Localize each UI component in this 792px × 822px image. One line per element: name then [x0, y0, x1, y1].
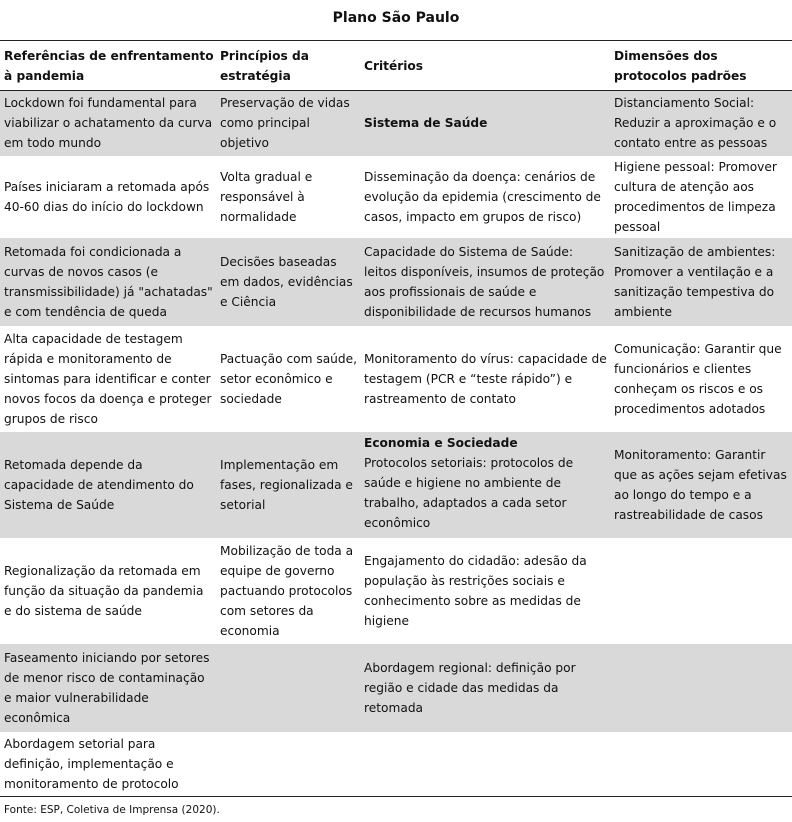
cell-principio — [216, 644, 360, 732]
table-row — [0, 156, 792, 238]
cell-criterio: Capacidade do Sistema de Saúde: leitos disponíveis, insumos de proteção aos profissionais de saúde e disponibilidade de recursos humanos — [360, 238, 610, 326]
table-row — [0, 538, 792, 644]
cell-referencia: Retomada foi condicionada a curvas de novos casos (e transmissibilidade) já "achatadas" e com tendência de queda — [0, 238, 216, 326]
cell-principio — [216, 732, 360, 797]
cell-referencia: Países iniciaram a retomada após 40-60 dias do início do lockdown — [4, 179, 210, 214]
cell-dimensao: Comunicação: Garantir que funcionários e clientes conheçam os riscos e os procedimentos adotados — [614, 341, 782, 416]
cell-dimensao: Sanitização de ambientes: Promover a ventilação e a sanitização tempestiva do ambiente — [610, 238, 792, 326]
table-row — [0, 238, 792, 326]
cell-criterio: Monitoramento do vírus: capacidade de testagem (PCR e “teste rápido”) e rastreamento de contato — [364, 351, 607, 406]
cell-referencia: Lockdown foi fundamental para viabilizar o achatamento da curva em todo mundo — [0, 91, 216, 156]
cell-referencia: Regionalização da retomada em função da situação da pandemia e do sistema de saúde — [4, 563, 204, 618]
cell-referencia: Alta capacidade de testagem rápida e monitoramento de sintomas para identificar e conter novos focos da doença e proteger grupos de risco — [4, 331, 212, 426]
cell-referencia: Faseamento iniciando por setores de menor risco de contaminação e maior vulnerabilidade econômica — [0, 644, 216, 732]
cell-dimensao: Distanciamento Social: Reduzir a aproximação e o contato entre as pessoas — [610, 91, 792, 156]
cell-principio: Volta gradual e responsável à normalidade — [220, 169, 313, 224]
cell-criterio — [360, 732, 610, 797]
header-dimensoes: Dimensões dos protocolos padrões — [610, 41, 792, 91]
table-row — [0, 732, 792, 797]
cell-referencia: Retomada depende da capacidade de atendimento do Sistema de Saúde — [0, 432, 216, 538]
cell-criterio: Abordagem regional: definição por região e cidade das medidas da retomada — [360, 644, 610, 732]
cell-dimensao — [610, 644, 792, 732]
cell-principio: Mobilização de toda a equipe de governo pactuando protocolos com setores da economia — [220, 543, 354, 638]
cell-principio: Pactuação com saúde, setor econômico e sociedade — [220, 351, 357, 406]
cell-principio: Preservação de vidas como principal objetivo — [216, 91, 360, 156]
cell-criterio: Engajamento do cidadão: adesão da população às restrições sociais e conhecimento sobre as medidas de higiene — [364, 553, 587, 628]
header-referencias: Referências de enfrentamento à pandemia — [0, 41, 216, 91]
criterio-text: Protocolos setoriais: protocolos de saúde e higiene no ambiente de trabalho, adaptados a cada setor econômico — [364, 455, 574, 530]
table-row — [0, 326, 792, 432]
cell-principio: Decisões baseadas em dados, evidências e Ciência — [216, 238, 360, 326]
header-principios: Princípios da estratégia — [216, 41, 360, 91]
table-row — [0, 91, 792, 156]
criterio-heading: Sistema de Saúde — [364, 116, 488, 131]
cell-dimensao: Higiene pessoal: Promover cultura de atenção aos procedimentos de limpeza pessoal — [614, 159, 777, 234]
source-note: Fonte: ESP, Coletiva de Imprensa (2020). — [4, 804, 220, 816]
table-row — [0, 432, 792, 538]
cell-referencia: Abordagem setorial para definição, implementação e monitoramento de protocolo — [0, 732, 216, 797]
cell-principio: Implementação em fases, regionalizada e setorial — [216, 432, 360, 538]
cell-criterio: Disseminação da doença: cenários de evolução da epidemia (crescimento de casos, impacto em grupos de risco) — [364, 169, 601, 224]
cell-criterio — [360, 91, 610, 156]
plano-sao-paulo-table — [0, 40, 792, 797]
criterio-heading: Economia e Sociedade — [364, 435, 518, 450]
cell-dimensao — [610, 538, 792, 644]
table-header-row — [0, 41, 792, 91]
table-title: Plano São Paulo — [332, 10, 460, 26]
table-row — [0, 644, 792, 732]
cell-dimensao — [610, 732, 792, 797]
cell-criterio — [360, 432, 610, 538]
header-criterios: Critérios — [360, 41, 610, 91]
cell-dimensao: Monitoramento: Garantir que as ações sejam efetivas ao longo do tempo e a rastreabilidade de casos — [610, 432, 792, 538]
